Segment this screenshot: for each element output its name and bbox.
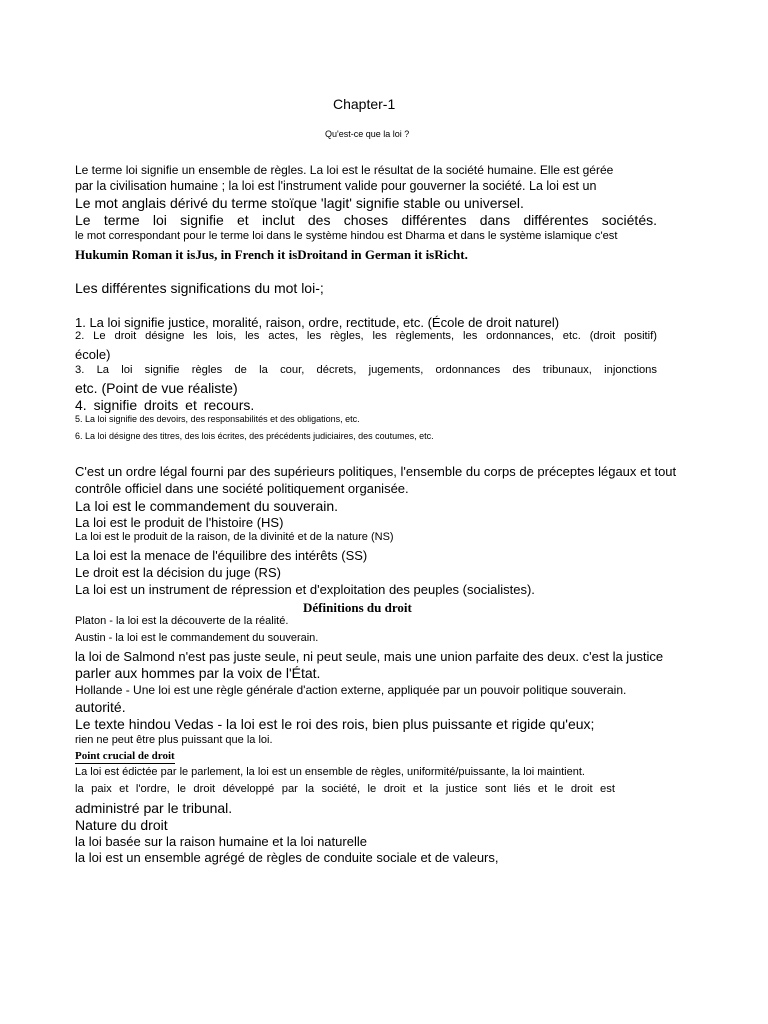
meaning-item-5: 5. La loi signifie des devoirs, des responsabilités et des obligations, etc. — [75, 414, 360, 424]
nature-heading: Nature du droit — [75, 817, 168, 833]
definition-line-5: Hollande - Une loi est une règle générale d'action externe, appliquée par un pouvoir politique souverain. — [75, 683, 627, 697]
chapter-subtitle: Qu'est-ce que la loi ? — [325, 129, 410, 139]
order-line-5: La loi est le produit de la raison, de la divinité et de la nature (NS) — [75, 531, 394, 543]
intro-line-6: Hukumin Roman it isJus, in French it isDroitand in German it isRicht. — [75, 247, 468, 262]
crucial-line-2: la paix et l'ordre, le droit développé par la société, le droit et la justice sont liés et le droit est — [75, 783, 615, 795]
meaning-item-2-cont: école) — [75, 347, 111, 362]
crucial-heading: Point crucial de droit — [75, 750, 175, 762]
definition-line-7: Le texte hindou Vedas - la loi est le roi des rois, bien plus puissante et rigide qu'eux; — [75, 716, 595, 732]
crucial-line-6: la loi est un ensemble agrégé de règles de conduite sociale et de valeurs, — [75, 850, 499, 865]
intro-line-5: le mot correspondant pour le terme loi dans le système hindou est Dharma et dans le système islamique c'est — [75, 230, 618, 242]
meanings-heading: Les différentes significations du mot loi-; — [75, 280, 324, 296]
order-line-2: contrôle officiel dans une société politiquement organisée. — [75, 481, 409, 496]
crucial-line-1: La loi est édictée par le parlement, la loi est un ensemble de règles, uniformité/puissante, la loi maintient. — [75, 766, 585, 778]
intro-line-2: par la civilisation humaine ; la loi est l'instrument valide pour gouverner la société. La loi est un — [75, 179, 597, 193]
meaning-item-3: 3. La loi signifie règles de la cour, décrets, jugements, ordonnances des tribunaux, injonctions — [75, 364, 657, 376]
crucial-line-5: la loi basée sur la raison humaine et la loi naturelle — [75, 834, 367, 849]
meaning-item-3-cont: etc. (Point de vue réaliste) — [75, 380, 238, 396]
meaning-item-4: 4. signifie droits et recours. — [75, 397, 255, 413]
definition-line-2: Austin - la loi est le commandement du souverain. — [75, 632, 319, 644]
chapter-title: Chapter-1 — [333, 96, 396, 112]
order-line-8: La loi est un instrument de répression et d'exploitation des peuples (socialistes). — [75, 582, 535, 597]
crucial-line-3: administré par le tribunal. — [75, 800, 233, 816]
order-line-4: La loi est le produit de l'histoire (HS) — [75, 515, 284, 530]
meaning-item-6: 6. La loi désigne des titres, des lois écrites, des précédents judiciaires, des coutumes, etc. — [75, 431, 434, 441]
definition-line-3: la loi de Salmond n'est pas juste seule, ni peut seule, mais une union parfaite des deux. c'est la justice — [75, 649, 664, 664]
order-line-1: C'est un ordre légal fourni par des supérieurs politiques, l'ensemble du corps de préceptes légaux et tout — [75, 464, 677, 479]
definition-line-8: rien ne peut être plus puissant que la loi. — [75, 734, 273, 746]
definitions-heading: Définitions du droit — [303, 600, 412, 615]
definition-line-4: parler aux hommes par la voix de l'État. — [75, 665, 321, 681]
definition-line-6: autorité. — [75, 699, 126, 715]
intro-line-4: Le terme loi signifie et inclut des choses différentes dans différentes sociétés. — [75, 212, 657, 228]
intro-line-1: Le terme loi signifie un ensemble de règles. La loi est le résultat de la société humaine. Elle est gérée — [75, 163, 614, 177]
meaning-item-2: 2. Le droit désigne les lois, les actes, les règles, les règlements, les ordonnances, etc. (droit positif) — [75, 330, 657, 342]
intro-line-3: Le mot anglais dérivé du terme stoïque 'lagit' signifie stable ou universel. — [75, 195, 524, 211]
definition-line-1: Platon - la loi est la découverte de la réalité. — [75, 615, 289, 627]
order-line-3: La loi est le commandement du souverain. — [75, 498, 339, 514]
meaning-item-1: 1. La loi signifie justice, moralité, raison, ordre, rectitude, etc. (École de droit naturel) — [75, 315, 560, 330]
order-line-6: La loi est la menace de l'équilibre des intérêts (SS) — [75, 548, 368, 563]
order-line-7: Le droit est la décision du juge (RS) — [75, 565, 281, 580]
